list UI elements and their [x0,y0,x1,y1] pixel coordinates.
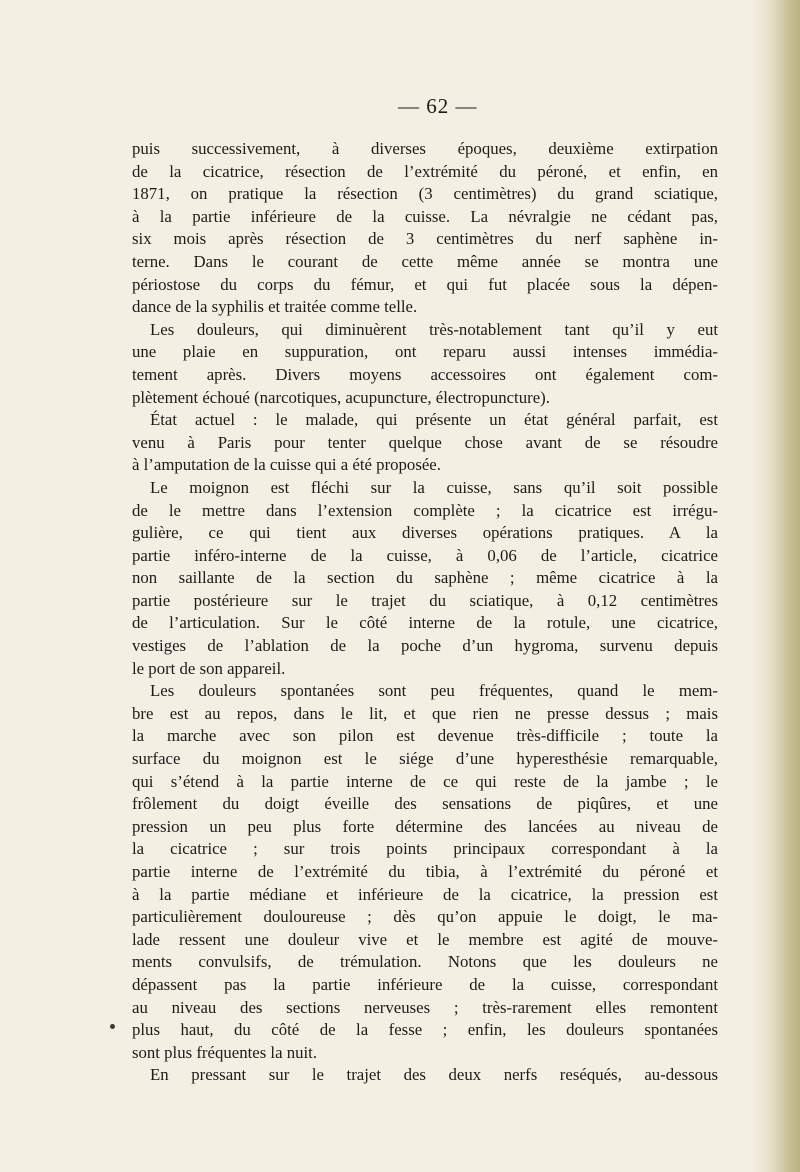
text-line: partie interne de l’extrémité du tibia, à l’extrémité du péroné et [132,862,718,881]
text-line: au niveau des sections nerveuses ; très-rarement elles remontent [132,997,718,1017]
text-line: à la partie inférieure de la cuisse. La névralgie ne cédant pas, [132,206,718,226]
text-line: périostose du corps du fémur, et qui fut placée sous la dépen- [132,274,718,294]
text-line: six mois après résection de 3 centimètres du nerf saphène in- [132,229,718,249]
text-line: terne. Dans le courant de cette même année se montra une [132,251,718,271]
text-line: partie postérieure sur le trajet du sciatique, à 0,12 centimètres [132,590,718,610]
paragraph-start-line: Les douleurs, qui diminuèrent très-notablement tant qu’il y eut [150,319,718,339]
page-number: — 62 — [398,94,478,118]
paragraph-start-line: État actuel : le malade, qui présente un état général parfait, est [150,410,718,430]
text-line: tement après. Divers moyens accessoires ont également com- [132,364,718,384]
page-edge-shadow [752,0,800,1172]
text-line: surface du moignon est le siége d’une hyperesthésie remarquable, [132,749,718,769]
text-line: vestiges de l’ablation de la poche d’un hygroma, survenu depuis [132,636,718,656]
text-line: frôlement du doigt éveille des sensations de piqûres, et une [132,794,718,814]
text-line: plètement échoué (narcotiques, acupuncture, électropuncture). [132,387,550,407]
text-line: qui s’étend à la partie interne de ce qui reste de la jambe ; le [132,771,718,791]
paragraph-start-line: Le moignon est fléchi sur la cuisse, sans qu’il soit possible [150,477,718,497]
text-line: sont plus fréquentes la nuit. [132,1042,318,1062]
text-line: de l’articulation. Sur le côté interne de la rotule, une cicatrice, [132,613,718,633]
body-text [132,138,718,1087]
text-line: dépassent pas la partie inférieure de la cuisse, correspondant [132,974,718,994]
text-line: le port de son appareil. [132,658,286,678]
text-line: gulière, ce qui tient aux diverses opérations pratiques. A la [132,523,718,543]
paragraph-start-line: En pressant sur le trajet des deux nerfs reséqués, au-dessous [150,1065,718,1085]
text-line: ments convulsifs, de trémulation. Notons que les douleurs ne [132,952,718,972]
text-line: non saillante de la section du saphène ; même cicatrice à la [132,568,718,588]
text-line: puis successivement, à diverses époques, deuxième extirpation [132,139,718,158]
text-line: la marche avec son pilon est devenue très-difficile ; toute la [132,726,718,746]
text-line: de la cicatrice, résection de l’extrémité du péroné, et enfin, en [132,161,718,181]
text-line: à l’amputation de la cuisse qui a été proposée. [132,455,441,475]
ink-spot [110,1024,115,1029]
text-line: lade ressent une douleur vive et le membre est agité de mouve- [132,929,718,949]
text-line: une plaie en suppuration, ont reparu aussi intenses immédia- [132,342,718,362]
text-line: venu à Paris pour tenter quelque chose avant de se résoudre [132,432,718,452]
paragraph-start-line: Les douleurs spontanées sont peu fréquentes, quand le mem- [150,681,718,701]
text-line: particulièrement douloureuse ; dès qu’on appuie le doigt, le ma- [132,907,718,927]
text-line: plus haut, du côté de la fesse ; enfin, les douleurs spontanées [132,1020,718,1040]
text-line: bre est au repos, dans le lit, et que rien ne presse dessus ; mais [132,703,718,723]
text-line: de le mettre dans l’extension complète ; la cicatrice est irrégu- [132,500,718,520]
text-line: à la partie médiane et inférieure de la cicatrice, la pression est [132,884,718,904]
text-line: dance de la syphilis et traitée comme telle. [132,297,418,317]
text-line: partie inféro-interne de la cuisse, à 0,06 de l’article, cicatrice [132,545,718,565]
text-line: 1871, on pratique la résection (3 centimètres) du grand sciatique, [132,184,718,204]
text-line: la cicatrice ; sur trois points principaux correspondant à la [132,839,718,859]
text-line: pression un peu plus forte détermine des lancées au niveau de [132,816,718,836]
